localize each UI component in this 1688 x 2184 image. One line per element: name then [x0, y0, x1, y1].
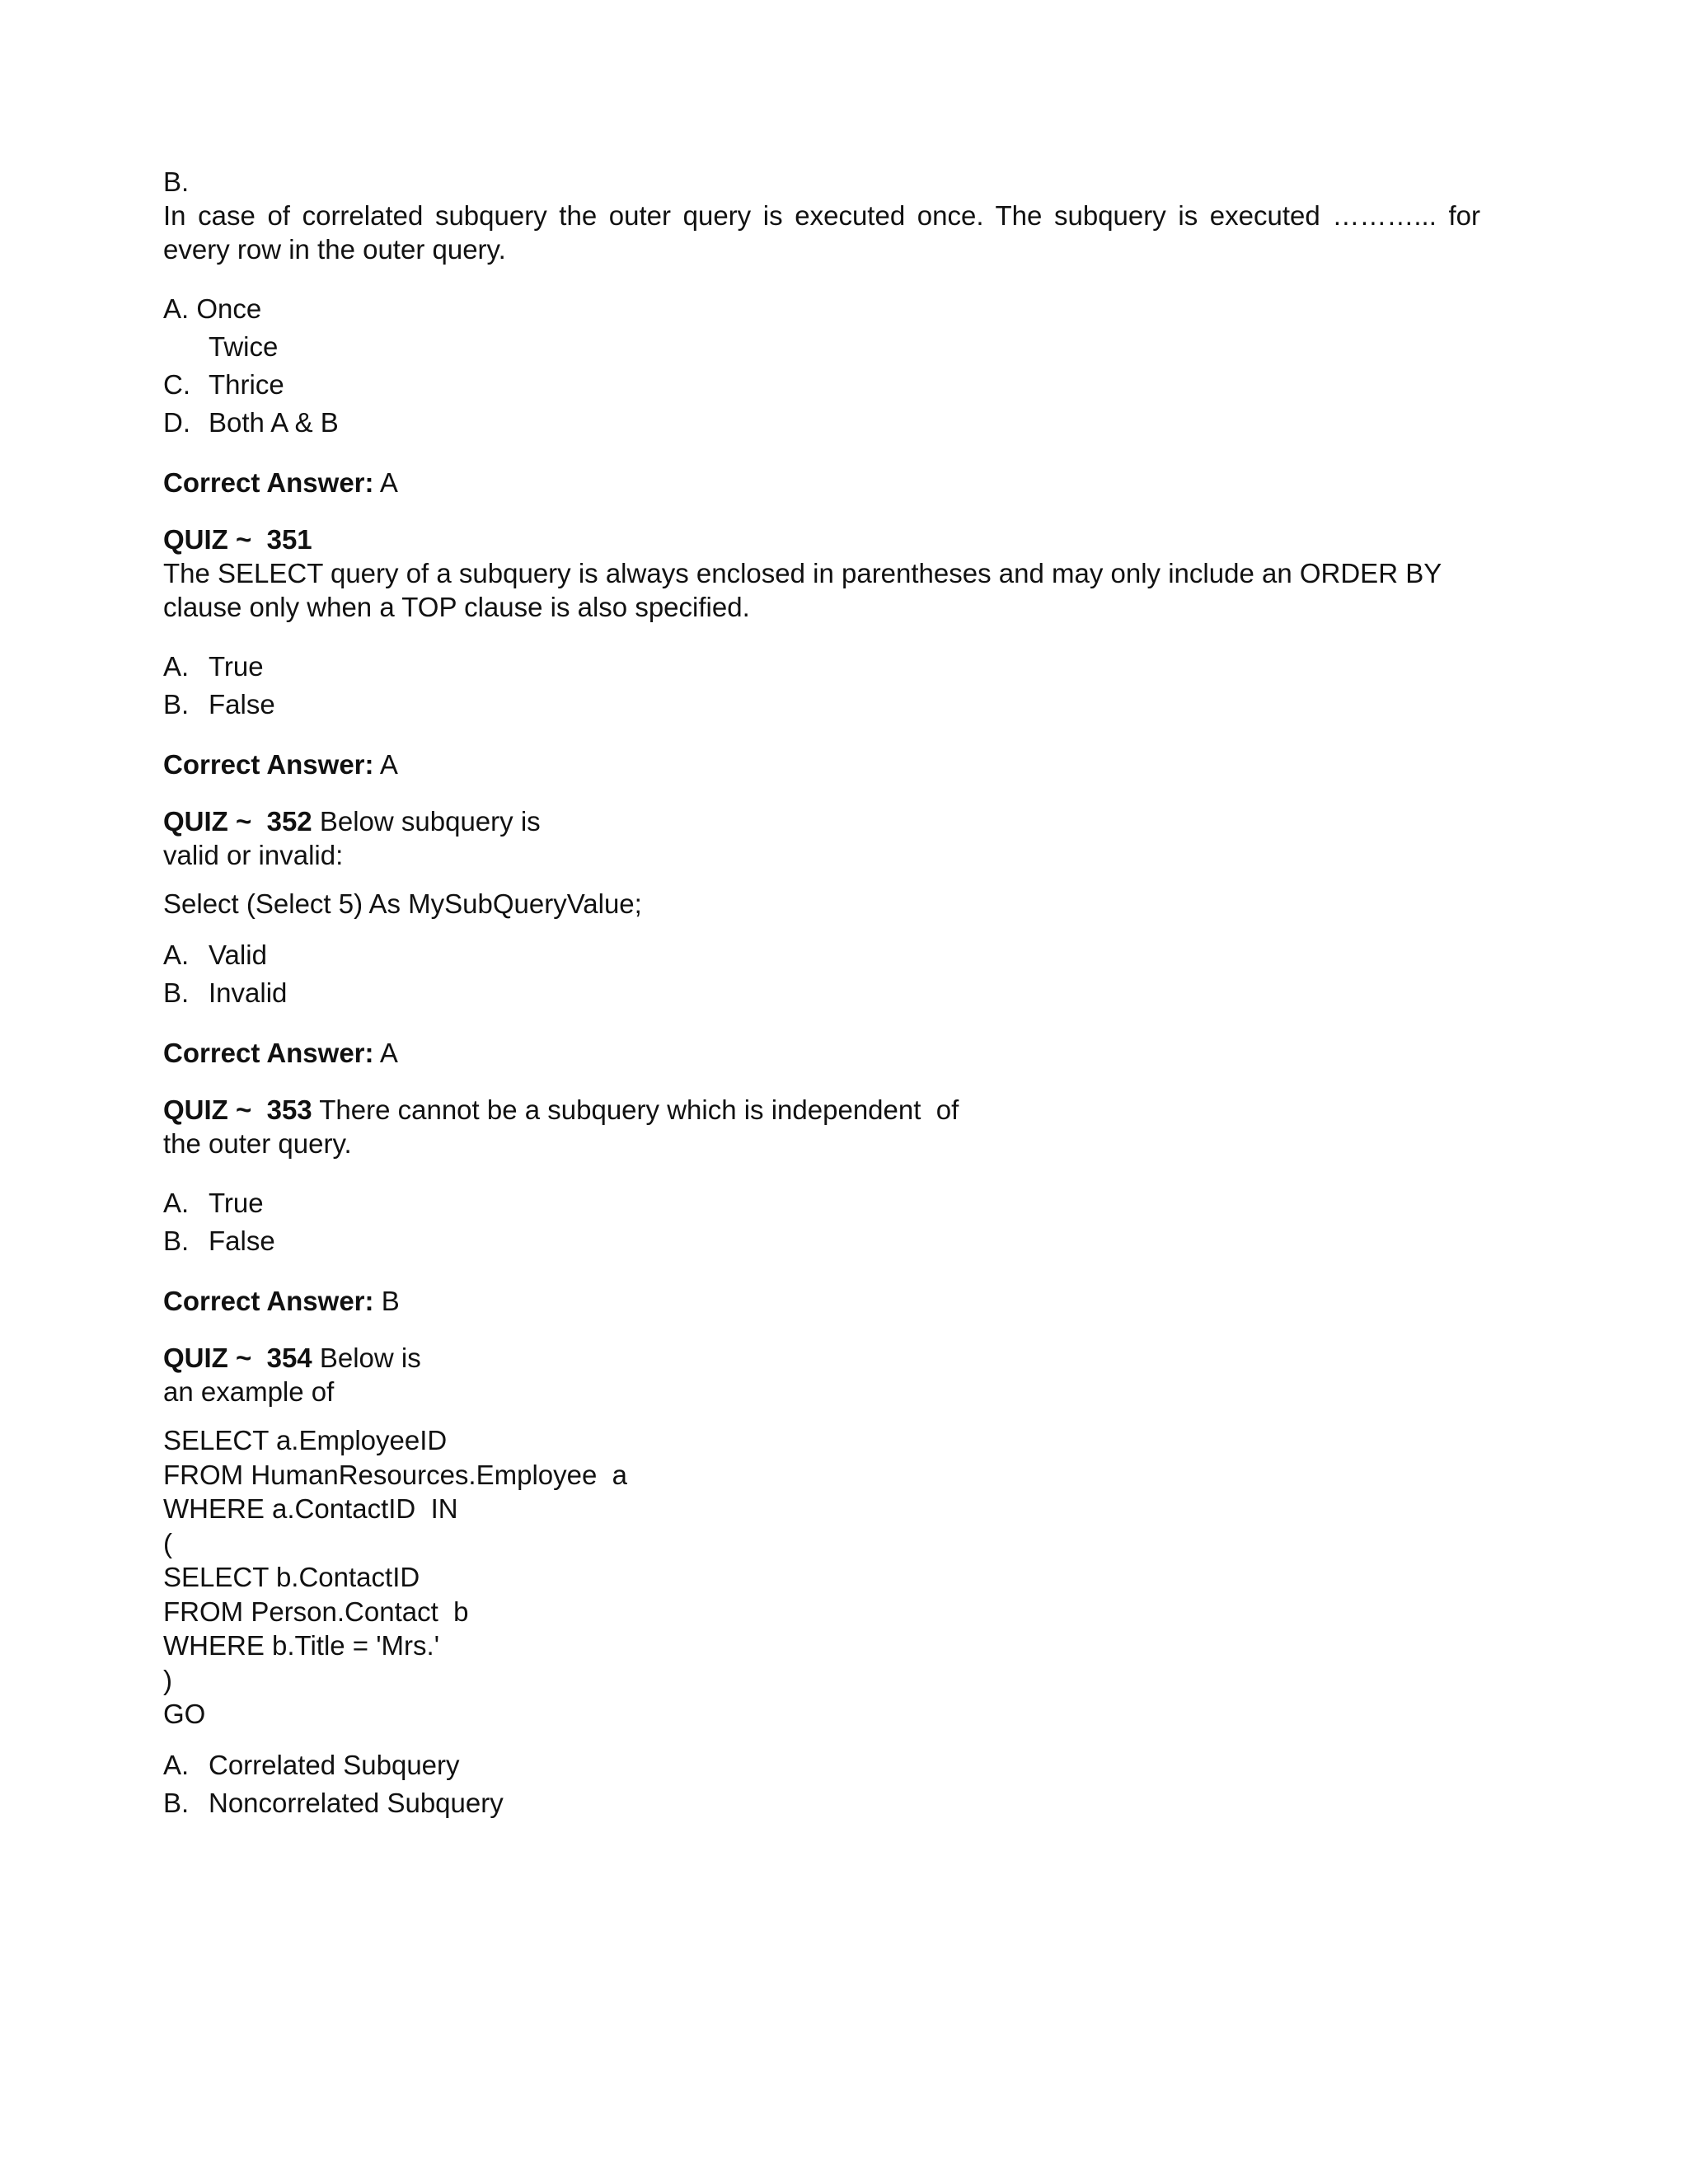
code-line: WHERE a.ContactID IN: [163, 1493, 458, 1524]
correct-answer-value: A: [379, 749, 398, 780]
correct-answer-label: Correct Answer:: [163, 1038, 374, 1068]
quiz-353: [163, 1093, 1490, 1318]
question-text-line-2: valid or invalid:: [163, 840, 344, 870]
code-line: (: [163, 1527, 172, 1558]
option-label: Correlated Subquery: [209, 1750, 460, 1780]
question-prefix: B.: [163, 166, 190, 197]
code-line: WHERE b.Title = 'Mrs.': [163, 1630, 439, 1661]
quiz-351: [163, 523, 1490, 781]
option-letter: B.: [163, 1225, 190, 1256]
code-line: FROM Person.Contact b: [163, 1596, 469, 1627]
option-letter: B.: [163, 977, 190, 1008]
option-letter: A.: [163, 939, 190, 970]
option-c: [163, 365, 1490, 403]
code-line: ): [163, 1664, 172, 1695]
option-b: [163, 1784, 1490, 1822]
code-line: Select (Select 5) As MySubQueryValue;: [163, 888, 642, 919]
option-label: Noncorrelated Subquery: [209, 1788, 504, 1818]
correct-answer-value: A: [379, 1038, 398, 1068]
code-line: SELECT b.ContactID: [163, 1562, 420, 1592]
correct-answer: [163, 1284, 1490, 1318]
correct-answer-label: Correct Answer:: [163, 749, 374, 780]
option-b: [163, 1221, 1490, 1259]
correct-answer: [163, 1036, 1490, 1070]
quiz-352: [163, 804, 1490, 1070]
option-label: Twice: [209, 330, 279, 362]
correct-answer-label: Correct Answer:: [163, 1286, 374, 1316]
option-b: [163, 685, 1490, 723]
option-label: True: [209, 1187, 264, 1218]
option-letter: A.: [163, 650, 190, 682]
document-page: [163, 165, 1490, 1822]
quiz-title: QUIZ ~ 351: [163, 524, 312, 555]
option-letter: A.: [163, 1187, 190, 1218]
question-text-line-2: the outer query.: [163, 1128, 352, 1159]
option-label: Thrice: [209, 368, 284, 400]
code-line: SELECT a.EmployeeID: [163, 1425, 448, 1455]
option-a: [163, 1183, 1490, 1221]
code-line: FROM HumanResources.Employee a: [163, 1459, 628, 1490]
option-letter: D.: [163, 406, 190, 438]
option-b: [163, 327, 1490, 365]
quiz-350: [163, 165, 1490, 499]
option-a: [163, 647, 1490, 685]
code-line: GO: [163, 1699, 206, 1729]
option-letter: B.: [163, 688, 190, 719]
quiz-title: QUIZ ~ 354: [163, 1343, 312, 1373]
option-b: [163, 973, 1490, 1011]
quiz-354: [163, 1341, 1490, 1822]
correct-answer: [163, 748, 1490, 781]
option-label: False: [209, 688, 275, 719]
option-letter: B.: [163, 1788, 190, 1818]
option-label: False: [209, 1225, 275, 1256]
option-label: True: [209, 650, 264, 682]
code-block: [163, 1423, 1490, 1732]
option-label: Invalid: [209, 977, 288, 1008]
question-text: The SELECT query of a subquery is always enclosed in parentheses and may only include an ORDER BY clause only when a TOP clause is also specified.: [163, 558, 1442, 622]
correct-answer: [163, 466, 1490, 499]
option-a: [163, 1746, 1490, 1784]
question-text-line-1: There cannot be a subquery which is independent of: [319, 1094, 959, 1125]
option-label: Once: [196, 293, 262, 324]
correct-answer-label: Correct Answer:: [163, 467, 374, 498]
correct-answer-value: B: [381, 1286, 400, 1316]
option-letter: A.: [163, 293, 190, 324]
option-letter: A.: [163, 1750, 190, 1780]
question-text-line-2: an example of: [163, 1376, 335, 1407]
option-label: Valid: [209, 939, 267, 970]
option-label: Both A & B: [209, 406, 339, 438]
option-letter: C.: [163, 368, 190, 400]
question-text-line-1: Below is: [319, 1343, 421, 1373]
quiz-title: QUIZ ~ 353: [163, 1094, 312, 1125]
correct-answer-value: A: [379, 467, 398, 498]
question-text: In case of correlated subquery the outer query is executed once. The subquery is executed ………... for every row in the outer query.: [163, 200, 1480, 265]
question-text-line-1: Below subquery is: [319, 806, 541, 837]
option-d: [163, 403, 1490, 441]
option-a: [163, 289, 1490, 327]
quiz-title: QUIZ ~ 352: [163, 806, 312, 837]
option-a: [163, 935, 1490, 973]
